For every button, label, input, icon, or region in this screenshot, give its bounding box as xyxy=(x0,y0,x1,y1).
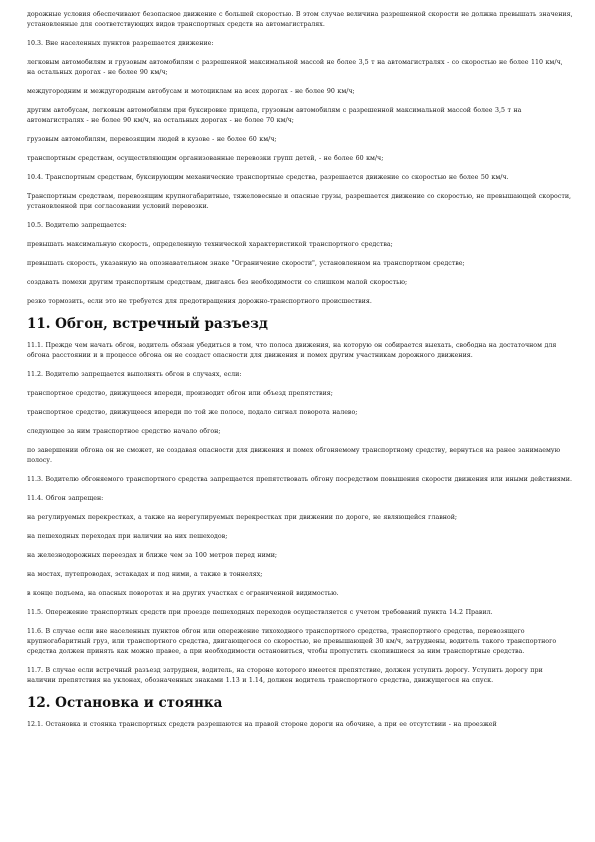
paragraph: 11.3. Водителю обгоняемого транспортного средства запрещается препятствовать обгону посредством повышения скорости движения или иными действиями. xyxy=(27,476,573,483)
document-page xyxy=(27,10,573,739)
section-heading: 11. Обгон, встречный разъезд xyxy=(27,316,268,332)
paragraph: грузовым автомобилям, перевозящим людей в кузове - не более 60 км/ч; xyxy=(27,136,277,143)
paragraph: на пешеходных переходах при наличии на них пешеходов; xyxy=(27,533,228,540)
paragraph: междугородним и междугородным автобусам и мотоциклам на всех дорогах - не более 90 км/ч; xyxy=(27,88,355,95)
paragraph: в конце подъема, на опасных поворотах и на других участках с ограниченной видимостью. xyxy=(27,590,339,597)
paragraph: на мостах, путепроводах, эстакадах и под ними, а также в тоннелях; xyxy=(27,571,263,578)
section-heading: 12. Остановка и стоянка xyxy=(27,695,223,711)
paragraph: транспортным средствам, осуществляющим организованные перевозки групп детей, - не более 60 км/ч; xyxy=(27,155,384,162)
paragraph: 11.5. Опережение транспортных средств при проезде пешеходных переходов осуществляется с учетом требований пункта 14.2 Правил. xyxy=(27,609,493,616)
paragraph: 11.7. В случае если встречный разъезд затруднен, водитель, на стороне которого имеется препятствие, должен уступить дорогу. Уступить дорогу при наличии препятствия на уклонах, обозначенных знаками 1.13 и 1.14, должен водитель транспортного средства, движущегося на спуск. xyxy=(27,667,543,684)
paragraph: другим автобусам, легковым автомобилям при буксировке прицепа, грузовым автомобилям с разрешенной максимальной массой более 3,5 т на автомагистралях - не более 90 км/ч, на остальных дорогах - не более 70 км/ч; xyxy=(27,107,522,124)
paragraph: 10.4. Транспортным средствам, буксирующим механические транспортные средства, разрешается движение со скоростью не более 50 км/ч. xyxy=(27,174,509,181)
paragraph: легковым автомобилям и грузовым автомобилям с разрешенной максимальной массой не более 3,5 т на автомагистралях - со скоростью не более 110 км/ч, на остальных дорогах - не более 90 км/ч; xyxy=(27,59,563,76)
paragraph: 10.3. Вне населенных пунктов разрешается движение: xyxy=(27,40,214,47)
paragraph: 11.6. В случае если вне населенных пунктов обгон или опережение тихоходного транспортного средства, транспортного средства, перевозящего крупногабаритный груз, или транспортного средства, двигающегося со скоростью, не превышающей 30 км/ч, затруднены, водитель такого транспортного средства должен принять как можно правее, а при необходимости остановиться, чтобы пропустить скопившиеся за ним транспортные средства. xyxy=(27,628,557,655)
paragraph: следующее за ним транспортное средство начало обгон; xyxy=(27,428,221,435)
paragraph: превышать максимальную скорость, определенную технической характеристикой транспортного средства; xyxy=(27,241,393,248)
paragraph: по завершении обгона он не сможет, не создавая опасности для движения и помех обгоняемому транспортному средству, вернуться на ранее занимаемую полосу. xyxy=(27,447,561,464)
paragraph: Транспортным средствам, перевозящим крупногабаритные, тяжеловесные и опасные грузы, разрешается движение со скоростью, не превышающей скорости, установленной при согласовании условий перевозки. xyxy=(27,193,572,210)
paragraph: на железнодорожных переездах и ближе чем за 100 метров перед ними; xyxy=(27,552,278,559)
paragraph: транспортное средство, движущееся впереди по той же полосе, подало сигнал поворота налево; xyxy=(27,409,358,416)
paragraph: 11.1. Прежде чем начать обгон, водитель обязан убедиться в том, что полоса движения, на которую он собирается выехать, свободна на достаточном для обгона расстоянии и в процессе обгона он не создаст опасности для движения и помех другим участникам дорожного движения. xyxy=(27,342,557,359)
paragraph: превышать скорость, указанную на опознавательном знаке "Ограничение скорости", установленном на транспортном средстве; xyxy=(27,260,465,267)
paragraph: 11.4. Обгон запрещен: xyxy=(27,495,104,502)
paragraph: транспортное средство, движущееся впереди, производит обгон или объезд препятствия; xyxy=(27,390,333,397)
paragraph: дорожные условия обеспечивают безопасное движение с большей скоростью. В этом случае величина разрешенной скорости не должна превышать значения, установленные для соответствующих видов транспортных средств на автомагистралях. xyxy=(27,11,573,28)
paragraph: на регулируемых перекрестках, а также на нерегулируемых перекрестках при движении по дороге, не являющейся главной; xyxy=(27,514,458,521)
paragraph: 12.1. Остановка и стоянка транспортных средств разрешаются на правой стороне дороги на обочине, а при ее отсутствии - на проезжей xyxy=(27,721,497,728)
paragraph: создавать помехи другим транспортным средствам, двигаясь без необходимости со слишком малой скоростью; xyxy=(27,279,408,286)
paragraph: 11.2. Водителю запрещается выполнять обгон в случаях, если: xyxy=(27,371,242,378)
paragraph: 10.5. Водителю запрещается: xyxy=(27,222,127,229)
paragraph: резко тормозить, если это не требуется для предотвращения дорожно-транспортного происшествия. xyxy=(27,298,372,305)
